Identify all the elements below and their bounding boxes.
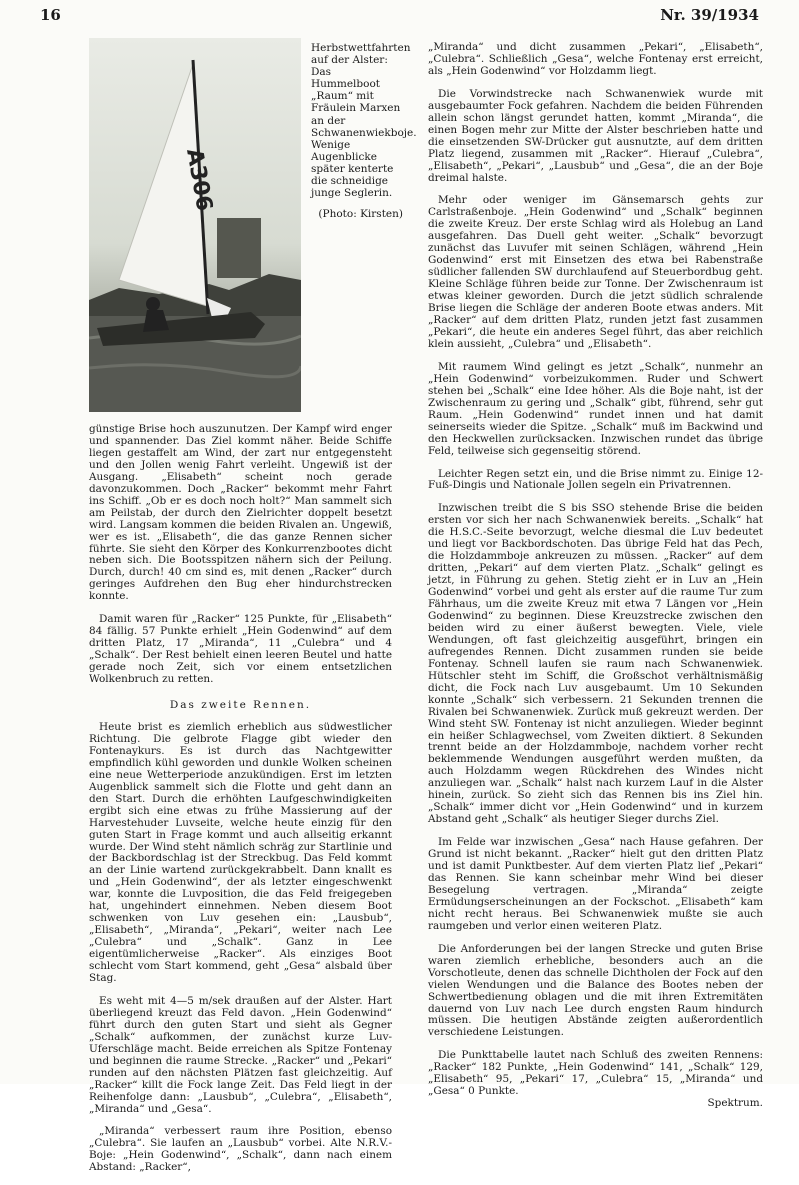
page-number: 16 <box>40 6 61 24</box>
photo-caption <box>311 42 417 221</box>
sail-number: A306 <box>181 146 217 214</box>
photo-credit: (Photo: Kirsten) <box>318 208 403 221</box>
paragraph: günstige Brise hoch auszunutzen. Der Kampf wird enger und spannender. Das Ziel kommt näher. Beide Schiffe liegen gestaffelt am Wind, der zart nur entgegensteht und den Jollen wenig Fahrt verleiht. Ungewiß ist der Ausgang. „Elisabeth“ scheint noch gerade davonzukommen. Doch „Racker“ bekommt mehr Fahrt ins Schiff. „Ob er es doch noch holt?“ Man sammelt sich am Peilstab, der durch den Zielrichter doppelt besetzt wird. Langsam kommen die beiden Rivalen an. Ungewiß, wer es ist. „Elisabeth“, die das ganze Rennen sicher führte. Sie sieht den Körper des Konkurrenzbootes dicht neben sich. Die Bootsspitzen nähern sich der Peilung. Durch, durch! 40 cm sind es, mit denen „Racker“ durch geringes Aufdrehen den Bug eher hindurchstrecken konnte. <box>89 423 392 603</box>
paragraph: Mit raumem Wind gelingt es jetzt „Schalk“, nunmehr an „Hein Godenwind“ vorbeizukommen. Ruder und Schwert stehen bei „Schalk“ eine Idee höher. Als die Boje naht, ist der Zwischenraum zu gering und „Schalk“ gibt, führend, sehr gut Raum. „Hein Godenwind“ rundet innen und hat damit seinerseits wieder die Spitze. „Schalk“ muß im Backwind und den Heckwellen zurücksacken. Inzwischen rundet das übrige Feld, teilweise sich gegenseitig störend. <box>428 360 763 457</box>
paragraph: Mehr oder weniger im Gänsemarsch gehts zur Carlstraßenboje. „Hein Godenwind“ und „Schalk“ beginnen die zweite Kreuz. Der erste Schlag wird als Holebug an Land ausgefahren. Das Duell geht weiter. „Schalk“ bevorzugt zunächst das Luvufer mit seinen Schlägen, während „Hein Godenwind“ erst mit Einsetzen des etwa bei Rabenstraße südlicher fallenden SW durchlaufend auf Steuerbordbug geht. Kleine Schläge führen beide zur Tonne. Der Zwischenraum ist etwas kleiner geworden. Durch die jetzt südlich schralende Brise liegen die Schläge der anderen Boote etwas anders. Mit „Racker“ auf dem dritten Platz, runden jetzt fast zusammen „Pekari“, die heute ein anderes Segel führt, das aber reichlich klein aussieht, „Culebra“ und „Elisabeth“. <box>428 194 763 350</box>
caption-text: Herbstwettfahrten auf der Alster: Das Hummelboot „Raum“ mit Fräulein Marxen an der Schwanenwiekboje. Wenige Augenblicke später kenterte die schneidige junge Seglerin. <box>311 42 417 200</box>
paragraph: Es weht mit 4—5 m/sek draußen auf der Alster. Hart überliegend kreuzt das Feld davon. „Hein Godenwind“ führt durch den guten Start und sieht als Gegner „Schalk“ aufkommen, der zunächst kurze Luv-Uferschläge macht. Beide erreichen als Spitze Fontenay und beginnen die raume Strecke. „Racker“ und „Pekari“ runden auf den nächsten Plätzen fast gleichzeitig. Auf „Racker“ killt die Fock lange Zeit. Das Feld liegt in der Reihenfolge dann: „Lausbub“, „Culebra“, „Elisabeth“, „Miranda“ und „Gesa“. <box>89 994 392 1115</box>
sailboat-photo <box>89 38 301 412</box>
paragraph: Heute brist es ziemlich erheblich aus südwestlicher Richtung. Die gelbrote Flagge gibt wieder den Fontenaykurs. Es ist durch das Nachtgewitter empfindlich kühl geworden und dunkle Wolken scheinen eine neue Wetterperiode anzukündigen. Erst im letzten Augenblick sammelt sich die Flotte und geht dann an den Start. Durch die erhöhten Laufgeschwindigkeiten ergibt sich eine etwas zu frühe Massierung auf der Harvestehuder Luvseite, welche heute einzig für den guten Start in Frage kommt und auch allseitig erkannt wurde. Der Wind steht nämlich schräg zur Startlinie und der Backbordschlag ist der Streckbug. Das Feld kommt an der Linie wartend zurückgekrabbelt. Dann knallt es und „Hein Godenwind“, der als letzter eingeschwenkt war, konnte die Luvposition, die das Feld freigegeben hat, ungehindert einnehmen. Neben diesem Boot schwenken von Luv gesehen ein: „Lausbub“, „Elisabeth“, „Miranda“, „Pekari“, weiter nach Lee „Culebra“ und „Schalk“. Ganz in Lee eigentümlicherweise „Racker“. Als einziges Boot schlecht vom Start kommend, geht „Gesa“ alsbald über Stag. <box>89 720 392 984</box>
sailboat-illustration <box>89 38 301 412</box>
paragraph: „Miranda“ verbessert raum ihre Position, ebenso „Culebra“. Sie laufen an „Lausbub“ vorbei. Alte N.R.V.-Boje: „Hein Godenwind“, „Schalk“, dann nach einem Abstand: „Racker“, <box>89 1125 392 1174</box>
left-column <box>89 424 392 1185</box>
paragraph: Inzwischen treibt die S bis SSO stehende Brise die beiden ersten vor sich her nach Schwanenwiek bereits. „Schalk“ hat die H.S.C.-Seite bevorzugt, welche diesmal die Luv bedeutet und liegt vor Backbordschoten. Das übrige Feld hat das Pech, die Holzdammboje ankreuzen zu müssen. „Racker“ auf dem dritten, „Pekari“ auf dem vierten Platz. „Schalk“ gelingt es jetzt, in Führung zu gehen. Stetig zieht er in Luv an „Hein Godenwind“ vorbei und geht als erster auf die raume Tur zum Fährhaus, um die zweite Kreuz mit etwa 7 Längen vor „Hein Godenwind“ zu beginnen. Diese Kreuzstrecke zwischen den beiden wird zu einer äußerst bewegten. Viele, viele Wendungen, oft fast gleichzeitig ausgeführt, bringen ein aufregendes Rennen. Dicht zusammen runden sie beide Fontenay. Schnell laufen sie raum nach Schwanenwiek. Hütschler steht im Schiff, die Großschot verhältnismäßig dicht, die Fock nach Luv ausgebaumt. Um 10 Sekunden konnte „Schalk“ sich verbessern. 21 Sekunden trennen die Rivalen bei Schwanenwiek. Zurück muß gekreuzt werden. Der Wind steht SW. Fontenay ist nicht anzuliegen. Wieder beginnt ein heißer Schlagwechsel, vom Zweiten diktiert. 8 Sekunden trennt beide an der Holzdammboje, nachdem vorher recht beklemmende Wendungen ausgeführt werden mußten, da auch Holzdamm wegen Rückdrehen des Windes nicht anzuliegen war. „Schalk“ halst nach kurzem Lauf in die Alster hinein, zurück. So zieht sich das Rennen bis ins Ziel hin. „Schalk“ immer dicht vor „Hein Godenwind“ und in kurzem Abstand geht „Schalk“ als heutiger Sieger durchs Ziel. <box>428 502 763 826</box>
section-heading: Das zweite Rennen. <box>169 699 312 712</box>
paragraph: Die Punkttabelle lautet nach Schluß des zweiten Rennens: „Racker“ 182 Punkte, „Hein Godenwind“ 141, „Schalk“ 129, „Elisabeth“ 95, „Pekari“ 17, „Culebra“ 15, „Miranda“ und „Gesa“ 0 Punkte. <box>428 1049 763 1098</box>
author-signature: Spektrum. <box>707 1097 763 1110</box>
paragraph: Im Felde war inzwischen „Gesa“ nach Hause gefahren. Der Grund ist nicht bekannt. „Racker“ hielt gut den dritten Platz und ist damit Punktbester. Auf dem vierten Platz lief „Pekari“ das Rennen. Sie kann scheinbar mehr Wind bei dieser Besegelung vertragen. „Miranda“ zeigte Ermüdungserscheinungen an der Fockschot. „Elisabeth“ kam nicht recht heraus. Bei Schwanenwiek mußte sie auch raumgeben und verlor einen weiteren Platz. <box>428 836 763 932</box>
paragraph: Die Vorwindstrecke nach Schwanenwiek wurde mit ausgebaumter Fock gefahren. Nachdem die beiden Führenden allein schon längst gerundet hatten, kommt „Miranda“, die einen Bogen mehr zur Mitte der Alster beschrieben hatte und die einsetzenden SW-Drücker gut ausnutzte, auf dem dritten Platz liegend, zusammen mit „Racker“. Hierauf „Culebra“, „Elisabeth“, „Pekari“, „Lausbub“ und „Gesa“, die an der Boje dreimal halste. <box>428 87 763 184</box>
paragraph: Die Anforderungen bei der langen Strecke und guten Brise waren ziemlich erhebliche, besonders auch an die Vorschotleute, denen das schnelle Dichtholen der Fock auf den vielen Wendungen und die Balance des Bootes neben der Schwertbedienung oblagen und die mit ihren Extremitäten dauernd von Luv nach Lee durch engsten Raum hindurch müssen. Die heutigen Abstände zeigten außerordentlich verschiedene Leistungen. <box>428 942 763 1039</box>
right-column <box>428 42 763 1110</box>
paragraph: Damit waren für „Racker“ 125 Punkte, für „Elisabeth“ 84 fällig. 57 Punkte erhielt „Hein Godenwind“ auf dem dritten Platz, 17 „Miranda“, 11 „Culebra“ und 4 „Schalk“. Der Rest behielt einen leeren Beutel und hatte gerade noch Zeit, sich vor einem entsetzlichen Wolkenbruch zu retten. <box>89 613 392 686</box>
issue-number: Nr. 39/1934 <box>660 6 759 24</box>
paragraph: Leichter Regen setzt ein, und die Brise nimmt zu. Einige 12-Fuß-Dingis und Nationale Jollen segeln ein Privatrennen. <box>428 467 763 492</box>
paragraph: „Miranda“ und dicht zusammen „Pekari“, „Elisabeth“, „Culebra“. Schließlich „Gesa“, welche Fontenay erst erreicht, als „Hein Godenwind“ vor Holzdamm liegt. <box>428 41 763 77</box>
